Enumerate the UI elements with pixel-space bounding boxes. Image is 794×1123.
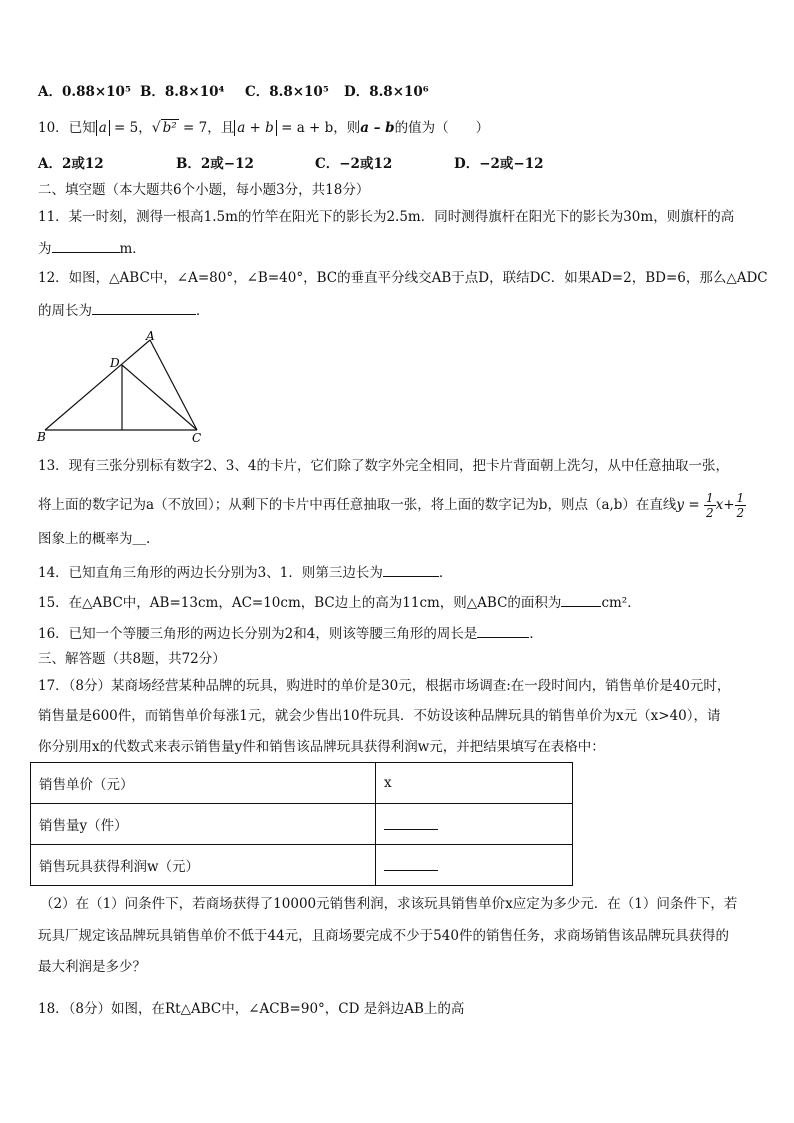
q9-option-b: B．8.8×10⁴ bbox=[140, 84, 225, 100]
q17-part2-line2: 玩具厂规定该品牌玩具销售单价不低于44元，且商场要完成不少于540件的销售任务，求商场销售该品牌玩具获得的 bbox=[38, 928, 729, 944]
q15-post: cm²． bbox=[601, 595, 641, 611]
q13-line3: 图象上的概率为＿. bbox=[38, 531, 151, 547]
q9-option-a: A．0.88×10⁵ bbox=[38, 84, 131, 100]
segment-dc bbox=[122, 365, 197, 430]
q13-line2 bbox=[38, 491, 746, 520]
q16-post: ． bbox=[529, 626, 543, 642]
q9-option-c: C．8.8×10⁵ bbox=[245, 84, 329, 100]
q17-part2-line1: （2）在（1）问条件下，若商场获得了10000元销售利润，求该玩具销售单价x应定为多少元．在（1）问条件下，若 bbox=[40, 896, 738, 912]
q12-line2-pre: 的周长为 bbox=[38, 303, 92, 319]
q18: 18．（8分）如图，在Rt△ABC中，∠ACB=90°，CD 是斜边AB上的高 bbox=[38, 1001, 465, 1017]
q12-answer-blank bbox=[92, 300, 196, 315]
q15 bbox=[38, 592, 641, 613]
q12-figure bbox=[30, 325, 220, 450]
q10-option-c: C．−2或12 bbox=[315, 156, 393, 172]
q17-line3: 你分别用x的代数式来表示销售量y件和销售该品牌玩具获得利润w元，并把结果填写在表格中： bbox=[38, 739, 605, 755]
q13-eq-x: x+ bbox=[715, 497, 735, 513]
q16-answer-blank bbox=[477, 623, 529, 638]
q17-line2: 销售量是600件，而销售单价每涨1元，就会少售出10件玩具．不妨设该种品牌玩具的销售单价为x元（x>40），请 bbox=[38, 708, 721, 724]
q17-part2-line3: 最大利润是多少？ bbox=[38, 959, 146, 975]
table-row bbox=[31, 845, 573, 886]
label-a: A bbox=[146, 329, 155, 343]
table-cell-sales-volume-label: 销售量y（件） bbox=[31, 804, 376, 845]
q13-fraction-2: $\frac{1}{2}$ bbox=[736, 491, 745, 520]
q10-option-a: A．2或12 bbox=[38, 156, 104, 172]
q10-abs-a: a bbox=[96, 120, 110, 136]
q10-question: 10．已知 a = 5，√ b² = 7，且 a + b = a + b，则a – b的值为（ ） bbox=[38, 120, 490, 136]
q11-line2-post: m． bbox=[119, 241, 146, 257]
q13-eq-y: y = bbox=[676, 497, 704, 513]
segment-ac bbox=[150, 340, 197, 430]
q10-prefix: 10．已知 bbox=[38, 120, 96, 136]
q10-eq3: = a + b，则 bbox=[276, 120, 361, 136]
q14-post: ． bbox=[438, 565, 453, 581]
q11-line1: 11．某一时刻，测得一根高1.5m的竹竿在阳光下的影长为2.5m．同时测得旗杆在阳光下的影长为30m，则旗杆的高 bbox=[38, 209, 735, 225]
table-row bbox=[31, 763, 573, 804]
table-cell-unit-price-label: 销售单价（元） bbox=[31, 763, 376, 804]
q10-eq1: = 5， bbox=[109, 120, 152, 136]
q9-option-d: D．8.8×10⁶ bbox=[344, 84, 429, 100]
q11-answer-blank bbox=[52, 238, 120, 253]
q11-line2-pre: 为 bbox=[38, 241, 52, 257]
table-cell-profit-blank bbox=[376, 845, 573, 886]
table-row bbox=[31, 804, 573, 845]
q13-fraction-1: $\frac{1}{2}$ bbox=[705, 491, 714, 520]
q17-line1: 17．（8分）某商场经营某种品牌的玩具，购进时的单价是30元，根据市场调查:在一段时间内，销售单价是40元时， bbox=[38, 678, 731, 694]
section3-heading: 三、解答题（共8题，共72分） bbox=[38, 651, 226, 667]
q10-option-d: D．−2或−12 bbox=[454, 156, 544, 172]
q15-answer-blank bbox=[561, 592, 601, 607]
q10-eq2: = 7，且 bbox=[178, 120, 235, 136]
table-cell-profit-label: 销售玩具获得利润w（元） bbox=[31, 845, 376, 886]
label-c: C bbox=[192, 431, 202, 445]
q14 bbox=[38, 562, 452, 583]
table-cell-unit-price-value: x bbox=[376, 763, 573, 804]
q14-text: 14．已知直角三角形的两边长分别为3、1．则第三边长为 bbox=[38, 565, 383, 581]
q14-answer-blank bbox=[383, 562, 439, 577]
q15-text: 15．在△ABC中，AB=13cm，AC=10cm，BC边上的高为11cm，则△ABC的面积为 bbox=[38, 595, 562, 611]
table-cell-sales-volume-blank bbox=[376, 804, 573, 845]
section2-heading: 二、填空题（本大题共6个小题，每小题3分，共18分） bbox=[38, 182, 370, 198]
q12-line2-post: ． bbox=[196, 303, 210, 319]
segment-ab bbox=[45, 340, 150, 430]
q17-table bbox=[30, 762, 573, 886]
label-d: D bbox=[110, 356, 120, 370]
q12-line2 bbox=[38, 300, 210, 321]
q16-text: 16．已知一个等腰三角形的两边长分别为2和4，则该等腰三角形的周长是 bbox=[38, 626, 478, 642]
q13-line1: 13．现有三张分别标有数字2、3、4的卡片，它们除了数字外完全相同，把卡片背面朝上洗匀，从中任意抽取一张， bbox=[38, 458, 729, 474]
q10-sqrt-b: b² bbox=[162, 120, 177, 136]
q13-line2-text: 将上面的数字记为a（不放回）；从剩下的卡片中再任意抽取一张，将上面的数字记为b，则点（a,b）在直线 bbox=[38, 497, 677, 513]
q10-expr: a – b bbox=[360, 120, 395, 136]
q16 bbox=[38, 623, 543, 644]
q10-abs-sum: a + b bbox=[234, 120, 277, 136]
q11-line2 bbox=[38, 238, 146, 259]
q10-suffix: 的值为（ ） bbox=[394, 120, 490, 136]
q10-option-b: B．2或−12 bbox=[176, 156, 254, 172]
label-b: B bbox=[37, 430, 46, 444]
q12-line1: 12．如图，△ABC中，∠A=80°，∠B=40°，BC的垂直平分线交AB于点D，联结DC．如果AD=2，BD=6，那么△ADC bbox=[38, 270, 768, 286]
